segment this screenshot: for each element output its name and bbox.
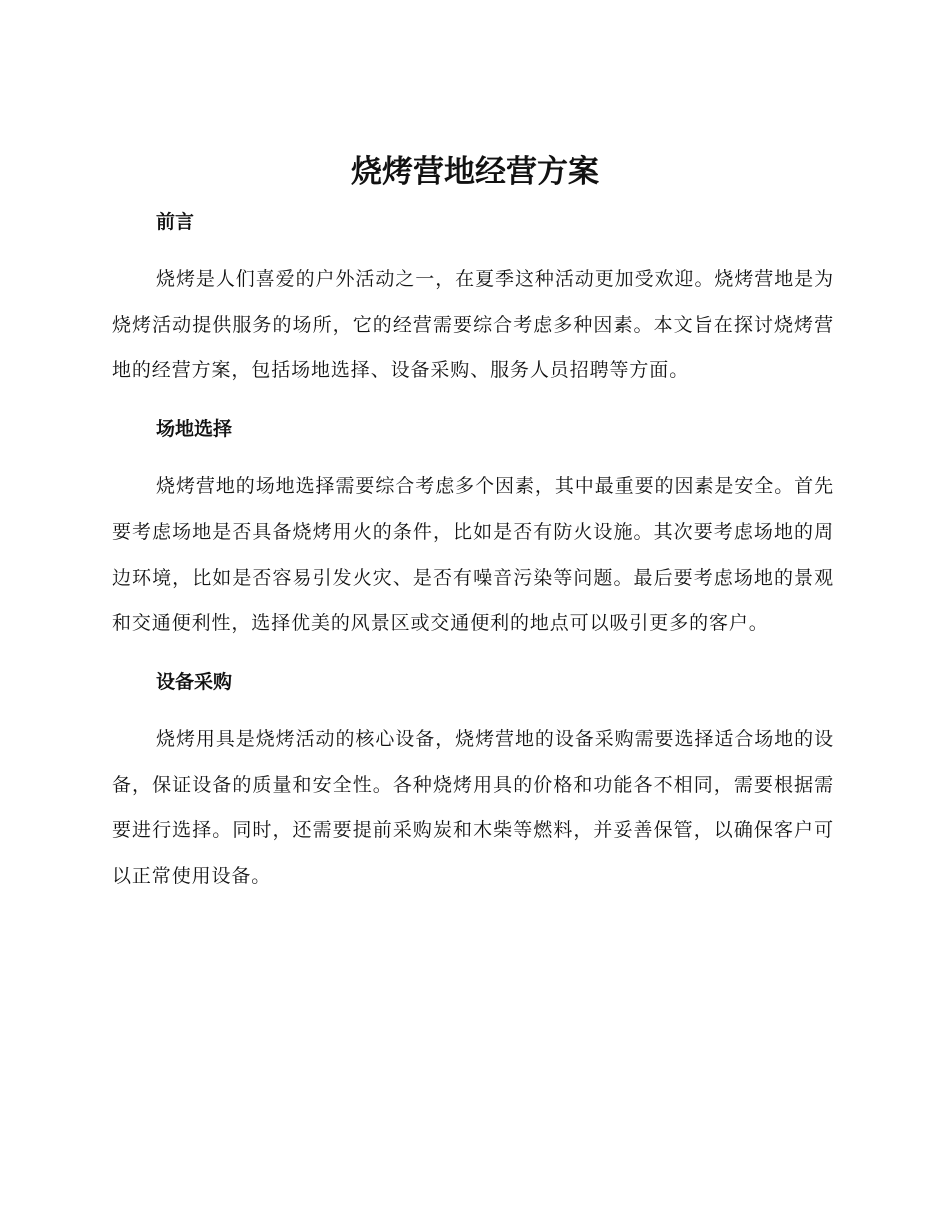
section-heading-preface: 前言 — [156, 211, 195, 233]
section-body-site-selection: 烧烤营地的场地选择需要综合考虑多个因素，其中最重要的因素是安全。首先要考虑场地是否具备烧烤用火的条件，比如是否有防火设施。其次要考虑场地的周边环境，比如是否容易引发火灾、是否有噪音污染等问题。最后要考虑场地的景观和交通便利性，选择优美的风景区或交通便利的地点可以吸引更多的客户。 — [112, 475, 834, 635]
document-content — [112, 204, 834, 917]
section-heading-equipment-procurement: 设备采购 — [156, 670, 233, 693]
section-heading-site-selection: 场地选择 — [156, 418, 233, 441]
document-title: 烧烤营地经营方案 — [351, 154, 599, 190]
section-body-equipment-procurement: 烧烤用具是烧烤活动的核心设备，烧烤营地的设备采购需要选择适合场地的设备，保证设备的质量和安全性。各种烧烤用具的价格和功能各不相同，需要根据需要进行选择。同时，还需要提前采购炭和木柴等燃料，并妥善保管，以确保客户可以正常使用设备。 — [112, 727, 834, 888]
section-body-preface: 烧烤是人们喜爱的户外活动之一，在夏季这种活动更加受欢迎。烧烤营地是为烧烤活动提供服务的场所，它的经营需要综合考虑多种因素。本文旨在探讨烧烤营地的经营方案，包括场地选择、设备采购、服务人员招聘等方面。 — [112, 268, 834, 382]
